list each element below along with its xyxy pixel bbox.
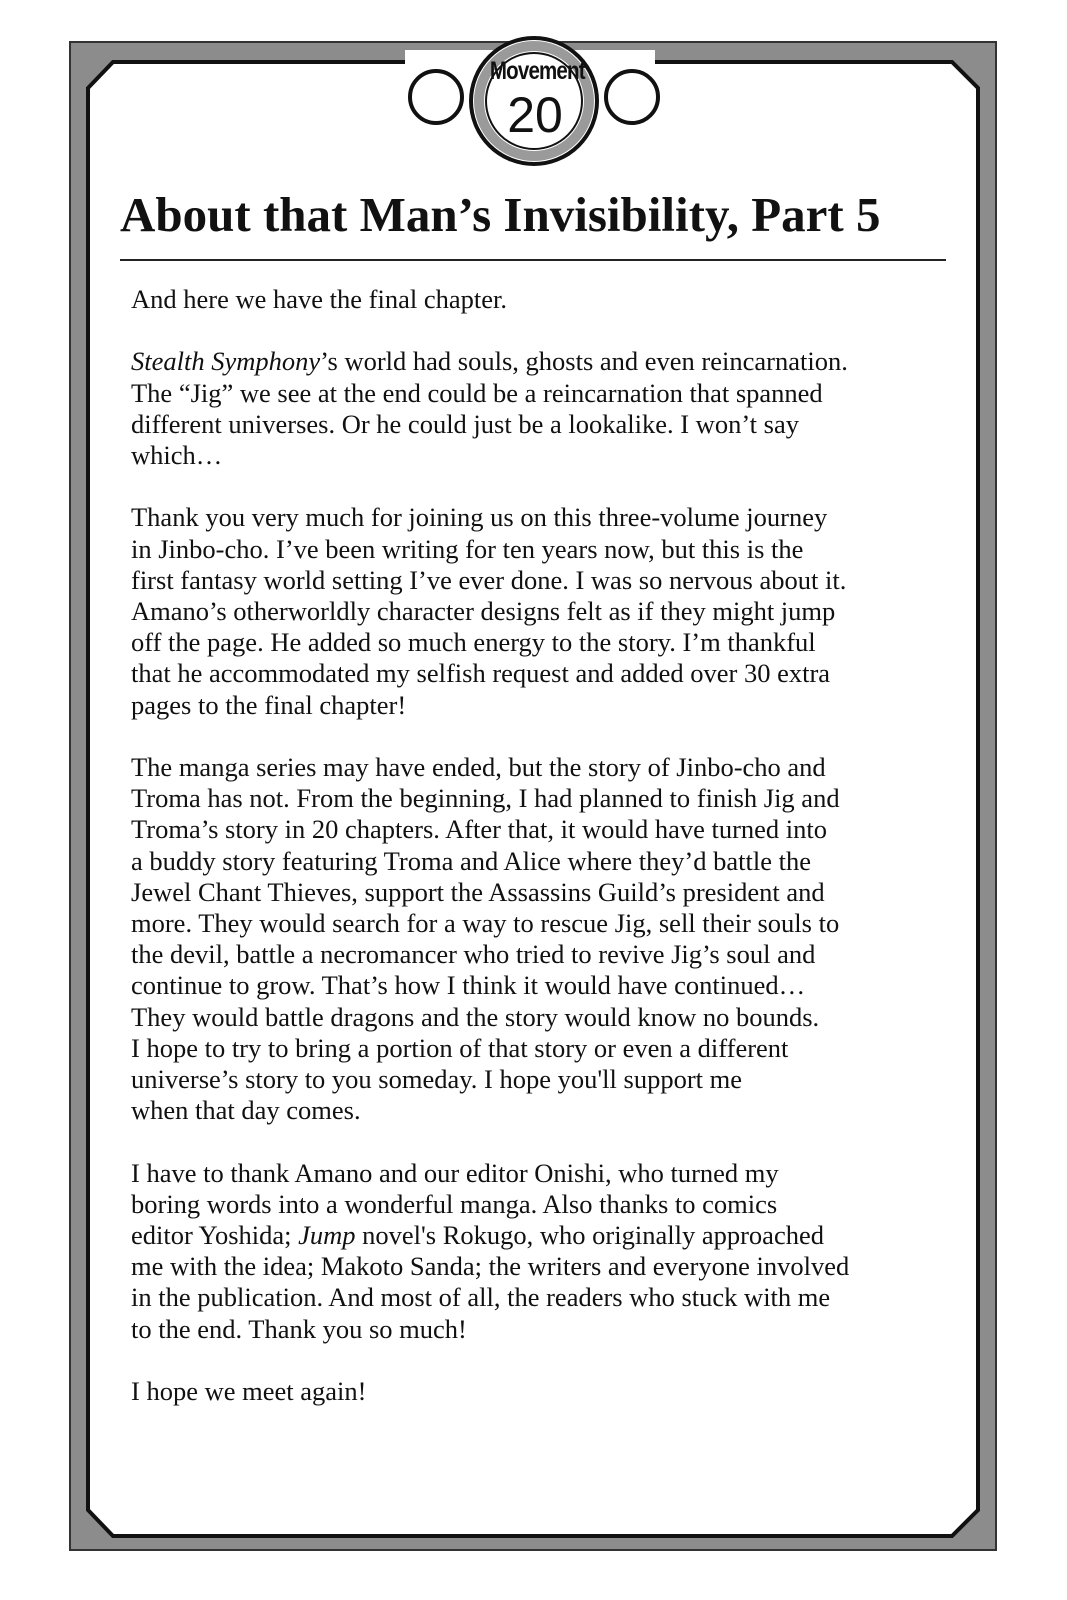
- text-line: pages to the final chapter!: [131, 689, 407, 720]
- text-line: They would battle dragons and the story would know no bounds.: [131, 1001, 820, 1032]
- paragraph-2: [131, 346, 936, 471]
- text-segment: editor Yoshida;: [131, 1220, 299, 1251]
- text-line: And here we have the final chapter.: [131, 284, 507, 314]
- text-line: to the end. Thank you so much!: [131, 1313, 467, 1344]
- page-title: About that Man’s Invisibility, Part 5: [120, 187, 881, 242]
- text-line: that he accommodated my selfish request and added over 30 extra: [131, 658, 831, 689]
- text-line: when that day comes.: [131, 1095, 361, 1126]
- text-line: I hope we meet again!: [131, 1376, 367, 1407]
- paragraph-1: [131, 284, 936, 315]
- text-line: in Jinbo-cho. I’ve been writing for ten years now, but this is the: [131, 533, 804, 564]
- text-line: [131, 1220, 936, 1251]
- text-line: which…: [131, 440, 223, 470]
- text-line: [131, 346, 936, 377]
- text-line: different universes. Or he could just be a lookalike. I won’t say: [131, 408, 799, 439]
- text-line: me with the idea; Makoto Sanda; the writers and everyone involved: [131, 1251, 850, 1282]
- italic-title: Stealth Symphony: [131, 346, 321, 377]
- text-line: The manga series may have ended, but the story of Jinbo-cho and: [131, 752, 826, 782]
- text-line: off the page. He added so much energy to the story. I’m thankful: [131, 627, 816, 658]
- text-line: in the publication. And most of all, the readers who stuck with me: [131, 1282, 831, 1313]
- movement-number: 20: [507, 87, 563, 143]
- paragraph-5: [131, 1158, 936, 1345]
- text-line: I have to thank Amano and our editor Onishi, who turned my: [131, 1157, 779, 1188]
- text-segment: novel's Rokugo, who originally approached: [355, 1220, 824, 1251]
- text-line: I hope to try to bring a portion of that story or even a different: [131, 1032, 789, 1063]
- text-line: Troma’s story in 20 chapters. After that, it would have turned into: [131, 814, 828, 845]
- paragraph-3: [131, 502, 936, 720]
- text-line-rest: ’s world had souls, ghosts and even reincarnation.: [320, 346, 848, 377]
- text-line: Troma has not. From the beginning, I had planned to finish Jig and: [131, 783, 840, 814]
- badge-left-ring: [410, 71, 462, 123]
- text-line: universe’s story to you someday. I hope you'll support me: [131, 1064, 743, 1095]
- text-line: Jewel Chant Thieves, support the Assassins Guild’s president and: [131, 876, 825, 907]
- text-line: more. They would search for a way to rescue Jig, sell their souls to: [131, 908, 840, 939]
- text-line: The “Jig” we see at the end could be a reincarnation that spanned: [131, 377, 823, 408]
- badge-right-ring: [606, 71, 658, 123]
- title-divider: [120, 259, 946, 261]
- text-line: the devil, battle a necromancer who tried to revive Jig’s soul and: [131, 939, 816, 970]
- text-line: continue to grow. That’s how I think it would have continued…: [131, 970, 806, 1001]
- paragraph-4: [131, 752, 936, 1126]
- text-line: a buddy story featuring Troma and Alice where they’d battle the: [131, 845, 811, 876]
- afterword-body: [131, 284, 936, 1438]
- movement-label: Movement: [489, 57, 585, 85]
- text-line: Amano’s otherworldly character designs felt as if they might jump: [131, 596, 836, 626]
- italic-title: Jump: [298, 1220, 356, 1251]
- text-line: first fantasy world setting I’ve ever done. I was so nervous about it.: [131, 564, 847, 595]
- paragraph-6: [131, 1376, 936, 1407]
- text-line: boring words into a wonderful manga. Also thanks to comics: [131, 1188, 778, 1219]
- text-line: Thank you very much for joining us on this three-volume journey: [131, 502, 828, 533]
